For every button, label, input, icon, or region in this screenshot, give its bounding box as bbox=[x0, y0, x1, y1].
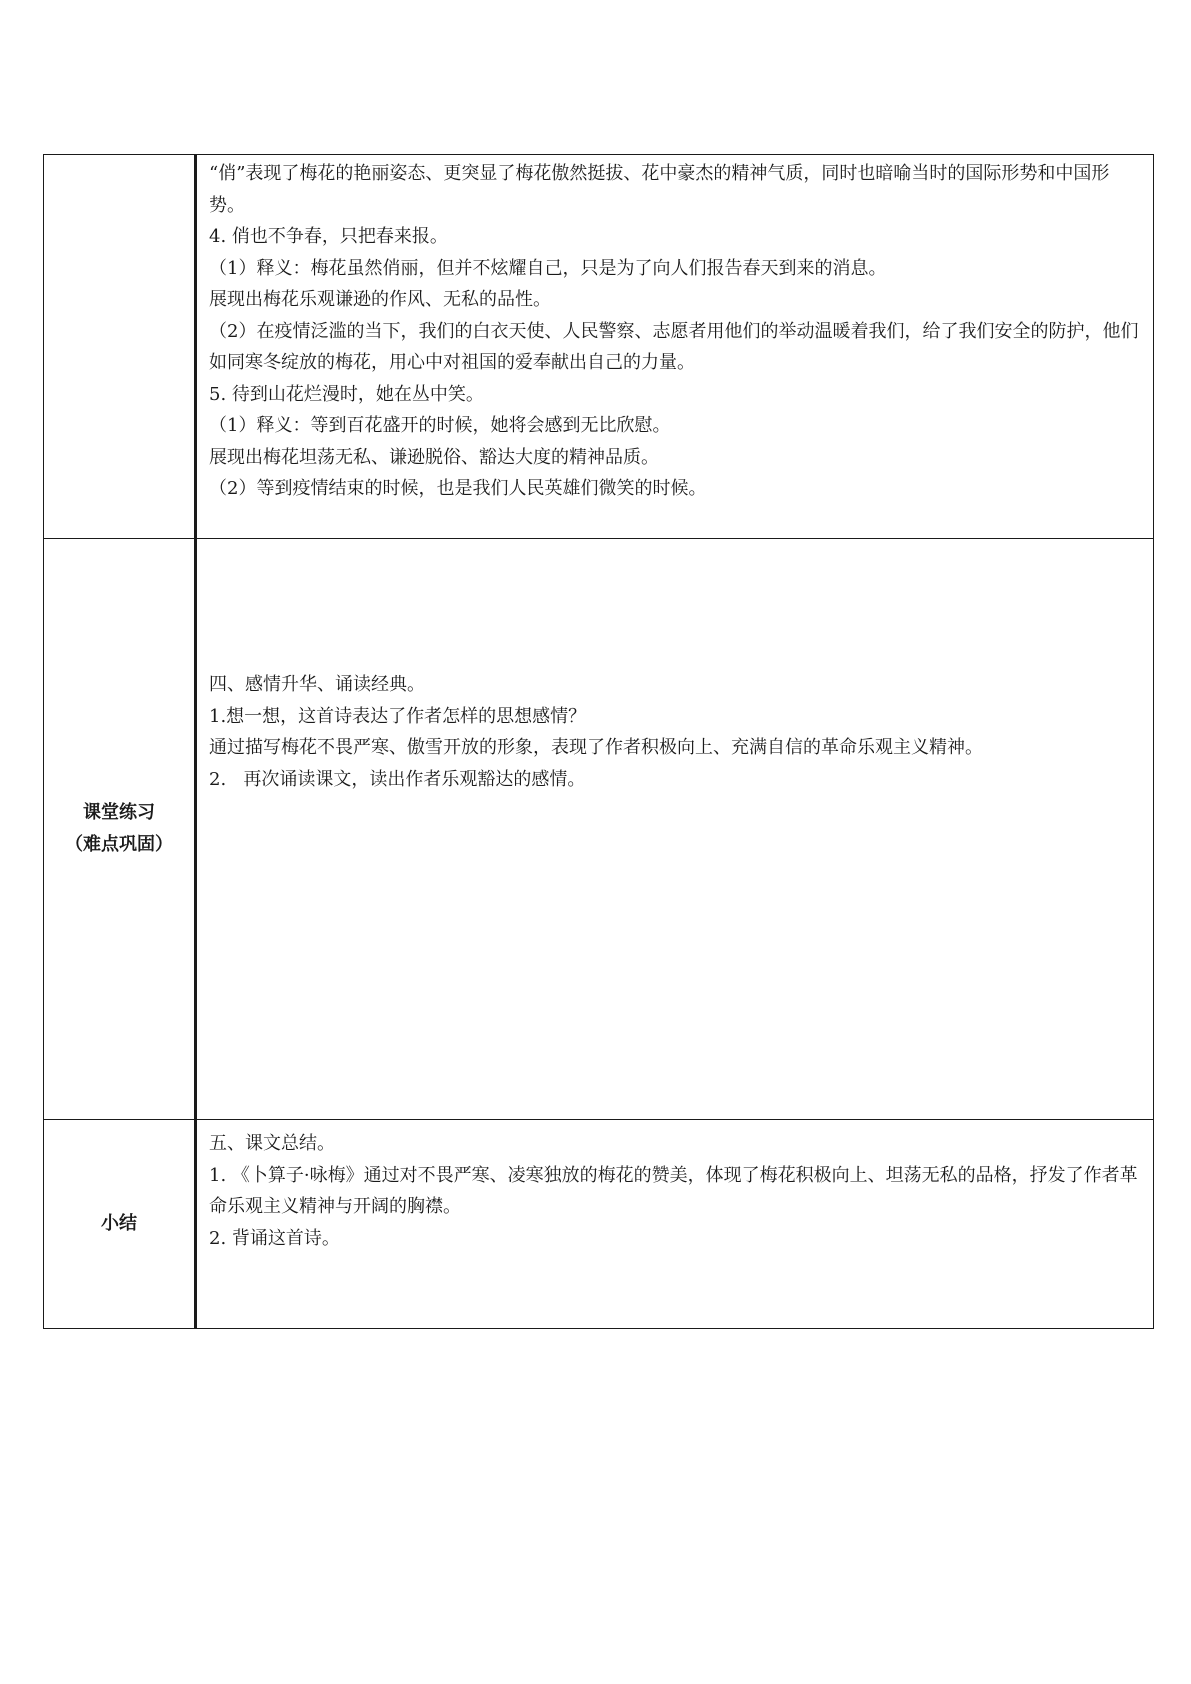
text-line: “俏”表现了梅花的艳丽姿态、更突显了梅花傲然挺拔、花中豪杰的精神气质，同时也暗喻当时的国际形势和中国形势。 bbox=[209, 163, 1110, 216]
text-line: 1.想一想，这首诗表达了作者怎样的思想感情？ bbox=[209, 705, 587, 727]
label-practice-line1: 课堂练习 bbox=[83, 802, 155, 823]
label-practice-line2: （难点巩固） bbox=[65, 834, 173, 855]
row-label-practice bbox=[44, 539, 196, 1120]
text-line: 5. 待到山花烂漫时，她在丛中笑。 bbox=[209, 383, 484, 405]
row-label-summary: 小结 bbox=[44, 1120, 196, 1329]
text-line: 2. 再次诵读课文，读出作者乐观豁达的感情。 bbox=[209, 768, 586, 790]
text-line: （1）释义：梅花虽然俏丽，但并不炫耀自己，只是为了向人们报告春天到来的消息。 bbox=[209, 257, 887, 279]
table-row bbox=[44, 539, 1154, 1120]
text-line: 展现出梅花坦荡无私、谦逊脱俗、豁达大度的精神品质。 bbox=[209, 446, 659, 468]
row-label-empty bbox=[44, 155, 196, 539]
table-row bbox=[44, 155, 1154, 539]
row-content bbox=[196, 1120, 1154, 1329]
text-line: 2. 背诵这首诗。 bbox=[209, 1227, 340, 1249]
text-line: （2）等到疫情结束的时候，也是我们人民英雄们微笑的时候。 bbox=[209, 478, 707, 499]
text-line: 五、课文总结。 bbox=[209, 1133, 335, 1154]
text-line: 通过描写梅花不畏严寒、傲雪开放的形象，表现了作者积极向上、充满自信的革命乐观主义精神。 bbox=[209, 737, 983, 758]
text-line: 四、感情升华、诵读经典。 bbox=[209, 674, 425, 695]
row-content bbox=[196, 155, 1154, 539]
row-content bbox=[196, 539, 1154, 1120]
text-line: 展现出梅花乐观谦逊的作风、无私的品性。 bbox=[209, 289, 551, 310]
text-line: 1. 《卜算子·咏梅》通过对不畏严寒、凌寒独放的梅花的赞美，体现了梅花积极向上、坦荡无私的品格，抒发了作者革命乐观主义精神与开阔的胸襟。 bbox=[209, 1164, 1138, 1217]
text-line: 4. 俏也不争春，只把春来报。 bbox=[209, 226, 448, 247]
text-line: （1）释义：等到百花盛开的时候，她将会感到无比欣慰。 bbox=[209, 415, 671, 436]
table-row bbox=[44, 1120, 1154, 1329]
lesson-plan-table bbox=[43, 154, 1154, 1329]
text-line: （2）在疫情泛滥的当下，我们的白衣天使、人民警察、志愿者用他们的举动温暖着我们，给了我们安全的防护，他们如同寒冬绽放的梅花，用心中对祖国的爱奉献出自己的力量。 bbox=[209, 320, 1139, 373]
